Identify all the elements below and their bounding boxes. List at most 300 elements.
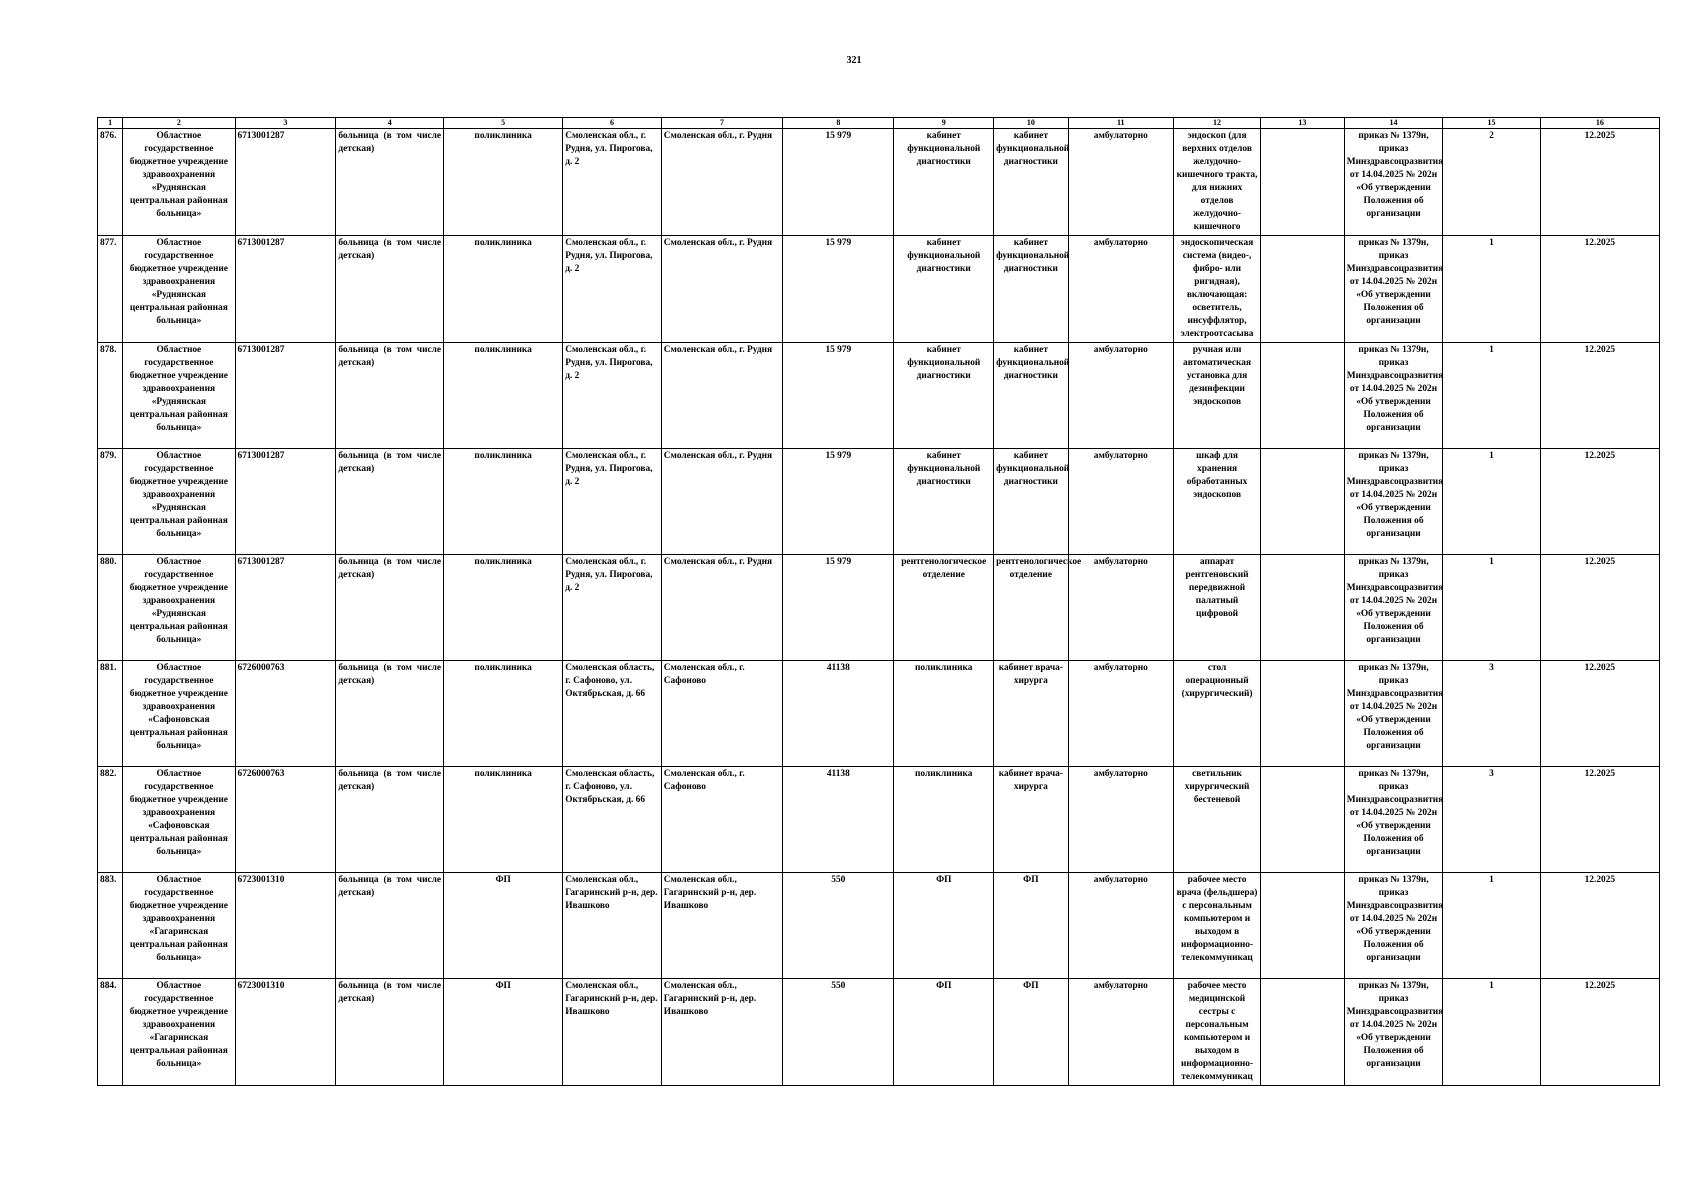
column-13-value xyxy=(1261,979,1345,1086)
structural-unit-text: кабинет функциональной диагностики xyxy=(907,238,981,274)
table-row xyxy=(98,449,1660,555)
population-text: 15 979 xyxy=(825,451,852,461)
organization-name xyxy=(123,767,235,873)
facility-type xyxy=(336,767,444,873)
facility-address-text: Смоленская обл., г. Рудня, ул. Пирогова, д. 2 xyxy=(565,557,653,593)
organization-name xyxy=(123,873,235,979)
column-number: 2 xyxy=(123,118,235,129)
column-number: 1 xyxy=(98,118,123,129)
room-name xyxy=(994,343,1068,449)
care-mode-text: амбулаторно xyxy=(1093,451,1148,461)
regulatory-order-text: приказ № 1379н, приказ Минздравсоцразвития от 14.04.2025 № 202н «Об утверждении Положения об организации xyxy=(1346,875,1444,963)
facility-type-text: больница (в том числе детская) xyxy=(338,875,442,898)
care-mode-text: амбулаторно xyxy=(1093,981,1148,991)
facility-address xyxy=(563,449,662,555)
structural-unit-text: кабинет функциональной диагностики xyxy=(907,131,981,167)
locality xyxy=(661,661,782,767)
locality xyxy=(661,555,782,661)
delivery-date xyxy=(1540,873,1659,979)
column-number: 15 xyxy=(1443,118,1540,129)
locality xyxy=(661,449,782,555)
subdivision-type xyxy=(444,979,563,1086)
row-number xyxy=(98,449,123,555)
structural-unit-text: рентгенологическое отделение xyxy=(901,557,987,580)
inn-code-text: 6723001310 xyxy=(237,981,285,991)
delivery-date-text: 12.2025 xyxy=(1584,238,1616,248)
facility-type xyxy=(336,129,444,236)
delivery-date xyxy=(1540,661,1659,767)
facility-type-text: больница (в том числе детская) xyxy=(338,663,442,686)
room-name-text: ФП xyxy=(1023,875,1039,885)
facility-type-text: больница (в том числе детская) xyxy=(338,451,442,474)
regulatory-order xyxy=(1344,129,1443,236)
room-name-text: кабинет врача-хирурга xyxy=(998,769,1063,792)
delivery-date-text: 12.2025 xyxy=(1584,769,1616,779)
locality xyxy=(661,236,782,343)
delivery-date xyxy=(1540,979,1659,1086)
regulatory-order xyxy=(1344,449,1443,555)
facility-address xyxy=(563,343,662,449)
column-13-value xyxy=(1261,661,1345,767)
equipment-name-text: шкаф для хранения обработанных эндоскопов xyxy=(1186,451,1248,500)
row-number xyxy=(98,661,123,767)
row-number-text: 883. xyxy=(100,875,117,885)
equipment-name-text: эндоскоп (для верхних отделов желудочно-кишечного тракта, для нижних отделов желудочно-кишечного xyxy=(1176,131,1258,232)
room-name xyxy=(994,236,1068,343)
inn-code xyxy=(235,449,336,555)
delivery-date xyxy=(1540,767,1659,873)
regulatory-order xyxy=(1344,767,1443,873)
equipment-name xyxy=(1174,343,1261,449)
equipment-name xyxy=(1174,129,1261,236)
column-13-value xyxy=(1261,236,1345,343)
column-13-value xyxy=(1261,343,1345,449)
care-mode xyxy=(1068,449,1173,555)
inn-code-text: 6713001287 xyxy=(237,131,285,141)
organization-name xyxy=(123,979,235,1086)
regulatory-order xyxy=(1344,979,1443,1086)
table-body xyxy=(98,129,1660,1086)
column-number: 3 xyxy=(235,118,336,129)
table-row xyxy=(98,661,1660,767)
facility-type xyxy=(336,661,444,767)
structural-unit-text: кабинет функциональной диагностики xyxy=(907,451,981,487)
equipment-name xyxy=(1174,873,1261,979)
care-mode xyxy=(1068,979,1173,1086)
column-number: 6 xyxy=(563,118,662,129)
delivery-date-text: 12.2025 xyxy=(1584,557,1616,567)
inn-code-text: 6726000763 xyxy=(237,769,285,779)
population-text: 41138 xyxy=(826,769,850,779)
room-name xyxy=(994,661,1068,767)
care-mode-text: амбулаторно xyxy=(1093,875,1148,885)
column-13-value xyxy=(1261,555,1345,661)
structural-unit xyxy=(894,555,994,661)
inn-code xyxy=(235,661,336,767)
quantity-text: 1 xyxy=(1489,557,1494,567)
inn-code xyxy=(235,767,336,873)
subdivision-type xyxy=(444,449,563,555)
equipment-name xyxy=(1174,449,1261,555)
equipment-name xyxy=(1174,979,1261,1086)
organization-name xyxy=(123,129,235,236)
subdivision-type-text: ФП xyxy=(495,981,511,991)
room-name xyxy=(994,129,1068,236)
inn-code xyxy=(235,873,336,979)
structural-unit xyxy=(894,129,994,236)
column-number: 12 xyxy=(1174,118,1261,129)
regulatory-order-text: приказ № 1379н, приказ Минздравсоцразвития от 14.04.2025 № 202н «Об утверждении Положения об организации xyxy=(1346,451,1444,539)
care-mode-text: амбулаторно xyxy=(1093,557,1148,567)
quantity-text: 1 xyxy=(1489,238,1494,248)
inn-code-text: 6713001287 xyxy=(237,238,285,248)
room-name-text: кабинет функциональной диагностики xyxy=(996,345,1070,381)
inn-code-text: 6713001287 xyxy=(237,557,285,567)
organization-name-text: Областное государственное бюджетное учреждение здравоохранения «Руднянская центральная районная больница» xyxy=(129,238,228,326)
population-text: 41138 xyxy=(826,663,850,673)
facility-type-text: больница (в том числе детская) xyxy=(338,557,442,580)
facility-type-text: больница (в том числе детская) xyxy=(338,238,442,261)
regulatory-order-text: приказ № 1379н, приказ Минздравсоцразвития от 14.04.2025 № 202н «Об утверждении Положения об организации xyxy=(1346,769,1444,857)
subdivision-type-text: поликлиника xyxy=(474,663,532,673)
inn-code-text: 6726000763 xyxy=(237,663,285,673)
column-number: 9 xyxy=(894,118,994,129)
population xyxy=(783,449,894,555)
organization-name xyxy=(123,449,235,555)
column-number-row xyxy=(98,118,1660,129)
delivery-date xyxy=(1540,236,1659,343)
care-mode-text: амбулаторно xyxy=(1093,769,1148,779)
column-13-value xyxy=(1261,449,1345,555)
quantity xyxy=(1443,979,1540,1086)
facility-address xyxy=(563,979,662,1086)
care-mode xyxy=(1068,236,1173,343)
quantity xyxy=(1443,449,1540,555)
delivery-date xyxy=(1540,343,1659,449)
facility-address-text: Смоленская обл., г. Рудня, ул. Пирогова, д. 2 xyxy=(565,345,653,381)
population xyxy=(783,555,894,661)
column-number: 7 xyxy=(661,118,782,129)
structural-unit xyxy=(894,449,994,555)
inn-code-text: 6713001287 xyxy=(237,345,285,355)
equipment-name-text: рабочее место врача (фельдшера) с персональным компьютером и выходом в информационно-телекоммуникац xyxy=(1176,875,1258,963)
facility-type-text: больница (в том числе детская) xyxy=(338,769,442,792)
locality xyxy=(661,767,782,873)
subdivision-type-text: ФП xyxy=(495,875,511,885)
row-number-text: 877. xyxy=(100,238,117,248)
table-row xyxy=(98,979,1660,1086)
column-13-value xyxy=(1261,129,1345,236)
room-name-text: кабинет функциональной диагностики xyxy=(996,238,1070,274)
quantity xyxy=(1443,767,1540,873)
locality-text: Смоленская обл., г. Рудня xyxy=(663,557,773,567)
organization-name xyxy=(123,236,235,343)
organization-name-text: Областное государственное бюджетное учреждение здравоохранения «Гагаринская центральная районная больница» xyxy=(129,981,228,1069)
care-mode xyxy=(1068,343,1173,449)
facility-address-text: Смоленская область, г. Сафоново, ул. Октябрьская, д. 66 xyxy=(565,769,655,805)
structural-unit xyxy=(894,661,994,767)
population-text: 550 xyxy=(831,875,846,885)
row-number xyxy=(98,343,123,449)
room-name-text: кабинет врача-хирурга xyxy=(998,663,1063,686)
equipment-name-text: рабочее место медицинской сестры с персональным компьютером и выходом в информационно-телекоммуникац xyxy=(1180,981,1254,1082)
row-number xyxy=(98,767,123,873)
equipment-name-text: эндоскопическая система (видео-, фибро- или ригидная), включающая: осветитель, инсуффлятор, электроотсасыва xyxy=(1180,238,1254,339)
regulatory-order xyxy=(1344,555,1443,661)
delivery-date-text: 12.2025 xyxy=(1584,345,1616,355)
room-name xyxy=(994,767,1068,873)
subdivision-type xyxy=(444,661,563,767)
locality xyxy=(661,873,782,979)
locality-text: Смоленская обл., г. Рудня xyxy=(663,131,773,141)
room-name-text: ФП xyxy=(1023,981,1039,991)
subdivision-type-text: поликлиника xyxy=(474,238,532,248)
structural-unit-text: поликлиника xyxy=(915,769,973,779)
structural-unit-text: кабинет функциональной диагностики xyxy=(907,345,981,381)
equipment-name-text: ручная или автоматическая установка для дезинфекции эндоскопов xyxy=(1183,345,1252,407)
population xyxy=(783,767,894,873)
inn-code xyxy=(235,343,336,449)
care-mode-text: амбулаторно xyxy=(1093,663,1148,673)
row-number xyxy=(98,873,123,979)
organization-name-text: Областное государственное бюджетное учреждение здравоохранения «Руднянская центральная районная больница» xyxy=(129,131,228,219)
population-text: 550 xyxy=(831,981,846,991)
regulatory-order-text: приказ № 1379н, приказ Минздравсоцразвития от 14.04.2025 № 202н «Об утверждении Положения об организации xyxy=(1346,663,1444,751)
structural-unit xyxy=(894,343,994,449)
quantity-text: 2 xyxy=(1489,131,1494,141)
column-number: 14 xyxy=(1344,118,1443,129)
row-number-text: 882. xyxy=(100,769,117,779)
delivery-date-text: 12.2025 xyxy=(1584,451,1616,461)
structural-unit xyxy=(894,979,994,1086)
delivery-date-text: 12.2025 xyxy=(1584,981,1616,991)
quantity-text: 1 xyxy=(1489,345,1494,355)
room-name-text: кабинет функциональной диагностики xyxy=(996,451,1070,487)
equipment-name xyxy=(1174,236,1261,343)
locality xyxy=(661,343,782,449)
room-name xyxy=(994,555,1082,661)
subdivision-type-text: поликлиника xyxy=(474,131,532,141)
care-mode xyxy=(1068,767,1173,873)
organization-name-text: Областное государственное бюджетное учреждение здравоохранения «Руднянская центральная районная больница» xyxy=(129,345,228,433)
locality-text: Смоленская обл., Гагаринский р-н, дер. Ивашково xyxy=(663,875,757,911)
population-text: 15 979 xyxy=(825,345,852,355)
room-name-text: рентгенологическое отделение xyxy=(996,557,1082,580)
column-13-value xyxy=(1261,873,1345,979)
quantity xyxy=(1443,873,1540,979)
organization-name-text: Областное государственное бюджетное учреждение здравоохранения «Руднянская центральная районная больница» xyxy=(129,451,228,539)
subdivision-type xyxy=(444,343,563,449)
organization-name xyxy=(123,555,235,661)
population-text: 15 979 xyxy=(825,131,852,141)
column-number: 10 xyxy=(994,118,1068,129)
inn-code xyxy=(235,555,336,661)
row-number-text: 881. xyxy=(100,663,117,673)
row-number-text: 879. xyxy=(100,451,117,461)
quantity xyxy=(1443,343,1540,449)
locality-text: Смоленская обл., г. Сафоново xyxy=(663,663,745,686)
column-number: 13 xyxy=(1261,118,1345,129)
equipment-name-text: стол операционный (хирургический) xyxy=(1181,663,1253,699)
facility-type-text: больница (в том числе детская) xyxy=(338,981,442,1004)
locality-text: Смоленская обл., Гагаринский р-н, дер. Ивашково xyxy=(663,981,757,1017)
organization-name xyxy=(123,343,235,449)
registry-table xyxy=(97,117,1660,1086)
room-name xyxy=(994,873,1068,979)
table-row xyxy=(98,129,1660,236)
column-number: 5 xyxy=(444,118,563,129)
facility-address xyxy=(563,555,662,661)
equipment-name xyxy=(1174,767,1261,873)
facility-type xyxy=(336,449,444,555)
facility-type xyxy=(336,873,444,979)
quantity xyxy=(1443,661,1540,767)
delivery-date xyxy=(1540,555,1659,661)
table-row xyxy=(98,236,1660,343)
column-number: 11 xyxy=(1068,118,1173,129)
organization-name-text: Областное государственное бюджетное учреждение здравоохранения «Сафоновская центральная районная больница» xyxy=(129,663,228,751)
population xyxy=(783,236,894,343)
locality-text: Смоленская обл., г. Рудня xyxy=(663,451,773,461)
room-name-text: кабинет функциональной диагностики xyxy=(996,131,1070,167)
row-number-text: 878. xyxy=(100,345,117,355)
population-text: 15 979 xyxy=(825,557,852,567)
facility-address-text: Смоленская область, г. Сафоново, ул. Октябрьская, д. 66 xyxy=(565,663,655,699)
row-number-text: 880. xyxy=(100,557,117,567)
subdivision-type xyxy=(444,236,563,343)
facility-address xyxy=(563,661,662,767)
structural-unit xyxy=(894,236,994,343)
facility-address xyxy=(563,129,662,236)
locality-text: Смоленская обл., г. Сафоново xyxy=(663,769,745,792)
regulatory-order xyxy=(1344,873,1443,979)
regulatory-order xyxy=(1344,661,1443,767)
regulatory-order-text: приказ № 1379н, приказ Минздравсоцразвития от 14.04.2025 № 202н «Об утверждении Положения об организации xyxy=(1346,557,1444,645)
quantity xyxy=(1443,129,1540,236)
care-mode xyxy=(1068,873,1173,979)
regulatory-order-text: приказ № 1379н, приказ Минздравсоцразвития от 14.04.2025 № 202н «Об утверждении Положения об организации xyxy=(1346,238,1444,326)
facility-type xyxy=(336,343,444,449)
care-mode-text: амбулаторно xyxy=(1093,345,1148,355)
room-name xyxy=(994,979,1068,1086)
structural-unit-text: ФП xyxy=(936,875,952,885)
delivery-date xyxy=(1540,449,1659,555)
inn-code xyxy=(235,979,336,1086)
population-text: 15 979 xyxy=(825,238,852,248)
subdivision-type xyxy=(444,129,563,236)
care-mode xyxy=(1068,129,1173,236)
subdivision-type xyxy=(444,555,563,661)
population xyxy=(783,343,894,449)
page-number: 321 xyxy=(846,55,862,66)
inn-code xyxy=(235,236,336,343)
facility-address xyxy=(563,767,662,873)
table-row xyxy=(98,555,1660,661)
table-row xyxy=(98,343,1660,449)
care-mode-text: амбулаторно xyxy=(1093,131,1148,141)
equipment-name xyxy=(1174,661,1261,767)
facility-type xyxy=(336,236,444,343)
equipment-name-text: светильник хирургический бестеневой xyxy=(1184,769,1250,805)
population xyxy=(783,661,894,767)
delivery-date-text: 12.2025 xyxy=(1584,663,1616,673)
facility-address-text: Смоленская обл., Гагаринский р-н, дер. Ивашково xyxy=(565,981,658,1017)
structural-unit xyxy=(894,873,994,979)
inn-code-text: 6723001310 xyxy=(237,875,285,885)
quantity-text: 1 xyxy=(1489,875,1494,885)
regulatory-order-text: приказ № 1379н, приказ Минздравсоцразвития от 14.04.2025 № 202н «Об утверждении Положения об организации xyxy=(1346,131,1444,219)
population xyxy=(783,979,894,1086)
care-mode xyxy=(1068,661,1173,767)
subdivision-type xyxy=(444,767,563,873)
facility-address-text: Смоленская обл., г. Рудня, ул. Пирогова, д. 2 xyxy=(565,451,653,487)
row-number-text: 884. xyxy=(100,981,117,991)
row-number xyxy=(98,129,123,236)
delivery-date-text: 12.2025 xyxy=(1584,875,1616,885)
facility-type xyxy=(336,555,444,661)
equipment-name xyxy=(1174,555,1261,661)
facility-type-text: больница (в том числе детская) xyxy=(338,345,442,368)
structural-unit xyxy=(894,767,994,873)
subdivision-type-text: поликлиника xyxy=(474,451,532,461)
subdivision-type-text: поликлиника xyxy=(474,769,532,779)
organization-name-text: Областное государственное бюджетное учреждение здравоохранения «Сафоновская центральная районная больница» xyxy=(129,769,228,857)
facility-address-text: Смоленская обл., Гагаринский р-н, дер. Ивашково xyxy=(565,875,658,911)
inn-code xyxy=(235,129,336,236)
care-mode xyxy=(1068,555,1173,661)
facility-address-text: Смоленская обл., г. Рудня, ул. Пирогова, д. 2 xyxy=(565,238,653,274)
facility-address-text: Смоленская обл., г. Рудня, ул. Пирогова, д. 2 xyxy=(565,131,653,167)
facility-type xyxy=(336,979,444,1086)
quantity xyxy=(1443,236,1540,343)
quantity-text: 3 xyxy=(1489,769,1494,779)
table-row xyxy=(98,767,1660,873)
structural-unit-text: ФП xyxy=(936,981,952,991)
regulatory-order xyxy=(1344,236,1443,343)
organization-name-text: Областное государственное бюджетное учреждение здравоохранения «Руднянская центральная районная больница» xyxy=(129,557,228,645)
row-number xyxy=(98,236,123,343)
quantity-text: 1 xyxy=(1489,451,1494,461)
column-number: 8 xyxy=(783,118,894,129)
delivery-date xyxy=(1540,129,1659,236)
regulatory-order-text: приказ № 1379н, приказ Минздравсоцразвития от 14.04.2025 № 202н «Об утверждении Положения об организации xyxy=(1346,345,1444,433)
quantity xyxy=(1443,555,1540,661)
row-number-text: 876. xyxy=(100,131,117,141)
quantity-text: 3 xyxy=(1489,663,1494,673)
care-mode-text: амбулаторно xyxy=(1093,238,1148,248)
subdivision-type-text: поликлиника xyxy=(474,345,532,355)
column-number: 16 xyxy=(1540,118,1659,129)
room-name xyxy=(994,449,1068,555)
locality xyxy=(661,129,782,236)
locality-text: Смоленская обл., г. Рудня xyxy=(663,238,773,248)
subdivision-type xyxy=(444,873,563,979)
regulatory-order xyxy=(1344,343,1443,449)
equipment-name-text: аппарат рентгеновский передвижной палатный цифровой xyxy=(1185,557,1249,619)
table-row xyxy=(98,873,1660,979)
row-number xyxy=(98,555,123,661)
facility-type-text: больница (в том числе детская) xyxy=(338,131,442,154)
row-number xyxy=(98,979,123,1086)
delivery-date-text: 12.2025 xyxy=(1584,131,1616,141)
column-number: 4 xyxy=(336,118,444,129)
organization-name xyxy=(123,661,235,767)
facility-address xyxy=(563,873,662,979)
facility-address xyxy=(563,236,662,343)
inn-code-text: 6713001287 xyxy=(237,451,285,461)
organization-name-text: Областное государственное бюджетное учреждение здравоохранения «Гагаринская центральная районная больница» xyxy=(129,875,228,963)
column-13-value xyxy=(1261,767,1345,873)
